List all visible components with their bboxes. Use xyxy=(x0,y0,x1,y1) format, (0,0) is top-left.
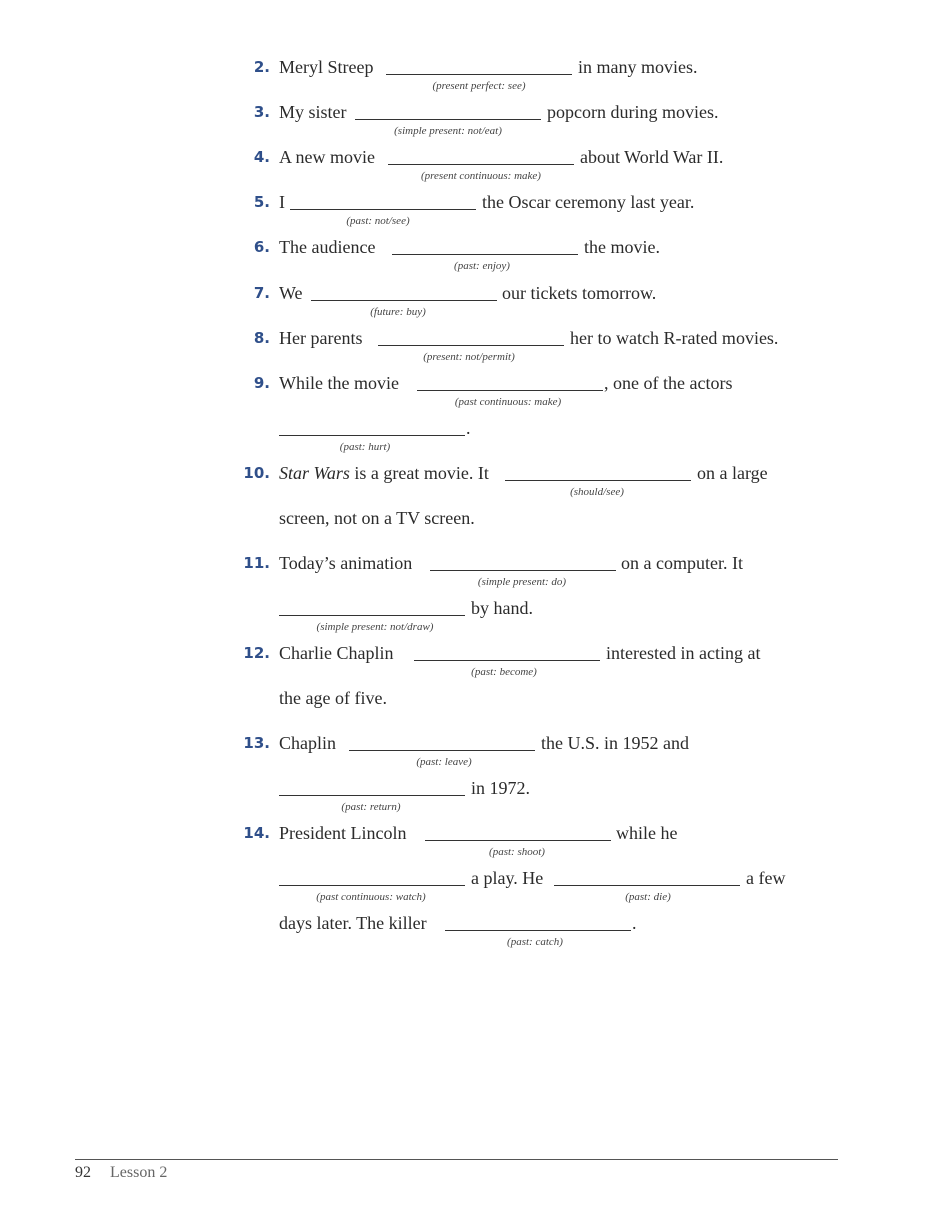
answer-blank[interactable] xyxy=(378,323,564,346)
sentence-text: A new movie xyxy=(279,147,375,167)
sentence-text: screen, not on a TV screen. xyxy=(279,508,475,528)
lesson-label: Lesson 2 xyxy=(110,1164,168,1181)
answer-blank[interactable] xyxy=(349,728,535,751)
sentence-text: by hand. xyxy=(471,598,533,618)
sentence-text: the movie. xyxy=(584,237,660,257)
hint-text: (past: become) xyxy=(471,666,537,678)
sentence-text: is a great movie. It xyxy=(349,463,489,483)
answer-blank[interactable] xyxy=(445,908,631,931)
hint-text: (simple present: not/eat) xyxy=(394,125,502,137)
sentence-text: the U.S. in 1952 and xyxy=(541,733,689,753)
page-number: 92 xyxy=(75,1164,91,1181)
sentence-text: President Lincoln xyxy=(279,823,407,843)
sentence-text: We xyxy=(279,283,303,303)
sentence-text: about World War II. xyxy=(580,147,724,167)
exercise-number: 4. xyxy=(253,148,270,166)
exercise-number: 10. xyxy=(243,464,270,482)
hint-text: (present perfect: see) xyxy=(432,80,526,92)
sentence-text: popcorn during movies. xyxy=(547,102,719,122)
sentence-text: while he xyxy=(616,823,678,843)
sentence-text: on a computer. It xyxy=(621,553,743,573)
hint-text: (past: catch) xyxy=(507,936,563,948)
exercise-number: 8. xyxy=(253,329,270,347)
hint-text: (past: shoot) xyxy=(489,846,545,858)
exercise-number: 9. xyxy=(253,374,270,392)
hint-text: (present: not/permit) xyxy=(423,351,515,363)
sentence-text: The audience xyxy=(279,237,376,257)
answer-blank[interactable] xyxy=(425,818,611,841)
answer-blank[interactable] xyxy=(279,773,465,796)
exercise-number: 12. xyxy=(243,644,270,662)
hint-text: (past: return) xyxy=(341,801,401,813)
sentence-text: Charlie Chaplin xyxy=(279,643,394,663)
sentence-text: in 1972. xyxy=(471,778,531,798)
movie-title: Star Wars xyxy=(279,463,350,483)
hint-text: (past continuous: make) xyxy=(454,396,562,408)
answer-blank[interactable] xyxy=(311,278,497,301)
exercise-number: 7. xyxy=(253,284,270,302)
exercise-number: 3. xyxy=(253,103,270,121)
exercise-number: 13. xyxy=(243,734,270,752)
sentence-text: I xyxy=(279,192,285,212)
hint-text: (simple present: not/draw) xyxy=(316,621,434,633)
sentence-text: Meryl Streep xyxy=(279,57,374,77)
sentence-text: , one of the actors xyxy=(604,373,733,393)
answer-blank[interactable] xyxy=(505,458,691,481)
hint-text: (past: leave) xyxy=(416,756,472,768)
hint-text: (simple present: do) xyxy=(477,576,567,588)
hint-text: (should/see) xyxy=(570,486,624,498)
exercise-number: 5. xyxy=(253,193,270,211)
sentence-text: days later. The killer xyxy=(279,913,427,933)
sentence-text: on a large xyxy=(697,463,768,483)
hint-text: (past: enjoy) xyxy=(454,260,510,272)
answer-blank[interactable] xyxy=(417,368,603,391)
hint-text: (present continuous: make) xyxy=(421,170,541,182)
sentence-text: her to watch R-rated movies. xyxy=(570,328,779,348)
answer-blank[interactable] xyxy=(388,142,574,165)
answer-blank[interactable] xyxy=(554,863,740,886)
sentence-text: the Oscar ceremony last year. xyxy=(482,192,695,212)
sentence-text: My sister xyxy=(279,102,347,122)
hint-text: (past: hurt) xyxy=(339,441,391,453)
sentence-text: While the movie xyxy=(279,373,399,393)
exercise-number: 11. xyxy=(243,554,270,572)
sentence-text: . xyxy=(466,418,471,438)
exercise-number: 14. xyxy=(243,824,270,842)
answer-blank[interactable] xyxy=(279,413,465,436)
answer-blank[interactable] xyxy=(279,863,465,886)
answer-blank[interactable] xyxy=(386,52,572,75)
answer-blank[interactable] xyxy=(279,593,465,616)
sentence-text xyxy=(279,458,489,488)
exercise-number: 2. xyxy=(253,58,270,76)
hint-text: (past: die) xyxy=(625,891,671,903)
sentence-text: interested in acting at xyxy=(606,643,761,663)
answer-blank[interactable] xyxy=(414,638,600,661)
sentence-text: our tickets tomorrow. xyxy=(502,283,657,303)
sentence-text: Her parents xyxy=(279,328,363,348)
hint-text: (future: buy) xyxy=(370,306,426,318)
sentence-text: a few xyxy=(746,868,786,888)
sentence-text: in many movies. xyxy=(578,57,698,77)
sentence-text: a play. He xyxy=(471,868,544,888)
answer-blank[interactable] xyxy=(355,97,541,120)
hint-text: (past: not/see) xyxy=(346,215,410,227)
sentence-text: Today’s animation xyxy=(279,553,413,573)
answer-blank[interactable] xyxy=(290,187,476,210)
footer-divider xyxy=(75,1159,838,1160)
sentence-text: . xyxy=(632,913,637,933)
answer-blank[interactable] xyxy=(430,548,616,571)
hint-text: (past continuous: watch) xyxy=(316,891,426,903)
sentence-text: Chaplin xyxy=(279,733,336,753)
answer-blank[interactable] xyxy=(392,232,578,255)
sentence-text: the age of five. xyxy=(279,688,387,708)
exercise-number: 6. xyxy=(253,238,270,256)
